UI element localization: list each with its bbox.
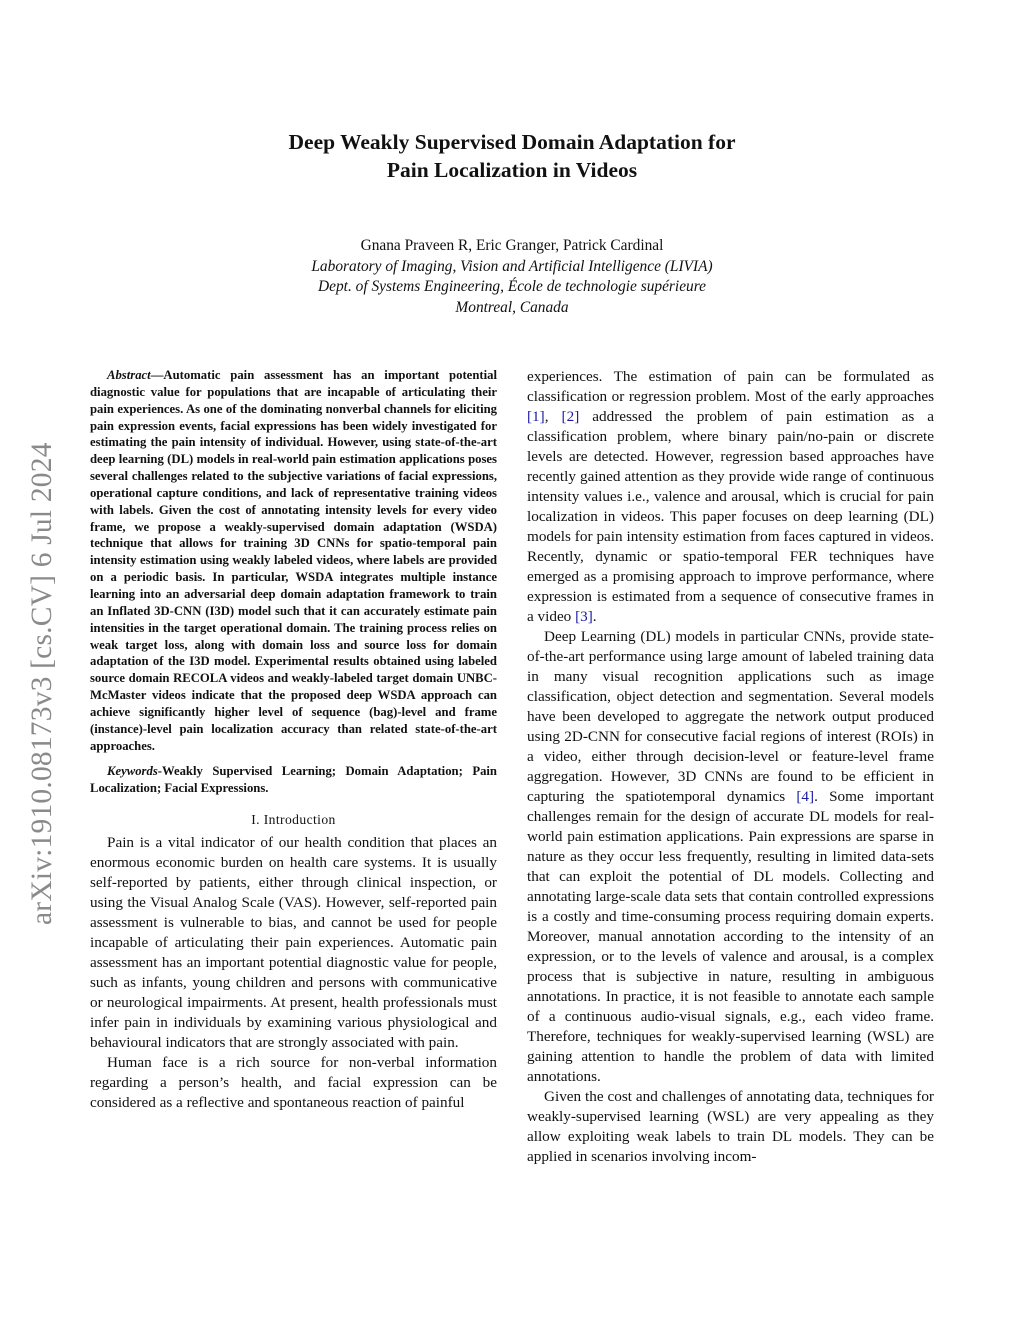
author-city: Montreal, Canada <box>455 298 569 316</box>
text-span: . Some important challenges remain for the design of accurate DL models for real-world pain estimation applications. Pain expressions are sparse in nature as they occur less frequently, resulting in limited data-sets that can exploit the potential of DL models. Collecting and annotating large-scale data sets that contain controlled expressions is a costly and time-consuming process requiring domain experts. Moreover, manual annotation according to the intensity of an expression, or to the levels of valence and arousal, is a complex process that is subjective in nature, resulting in ambiguous annotations. In practice, it is not feasible to annotate each sample of a continuous audio-visual signals, e.g., each video frame. Therefore, techniques for weakly-supervised learning (WSL) are gaining attention to handle the problem of data with limited annotations. <box>527 788 934 1085</box>
citation-link-2[interactable]: [2] <box>561 408 580 425</box>
intro-paragraph-2: Human face is a rich source for non-verbal information regarding a person’s health, and facial expression can be considered as a reflective and spontaneous reaction of painful <box>90 1054 497 1112</box>
left-column <box>90 367 497 1113</box>
author-names: Gnana Praveen R, Eric Granger, Patrick Cardinal <box>360 237 664 254</box>
paper-title <box>150 128 874 184</box>
text-span: Deep Learning (DL) models in particular CNNs, provide state-of-the-art performance using large amount of labeled training data in many visual recognition applications such as image classification, object detection and segmentation. Several models have been developed to aggregate the network output produced using 2D-CNN for consecutive facial regions of interest (ROIs) in a video, either through decision-level or feature-level frame aggregation. However, 3D CNNs are found to be efficient in capturing the spatiotemporal dynamics <box>527 628 934 805</box>
intro-paragraph-1: Pain is a vital indicator of our health condition that places an enormous economic burden on health care systems. It is usually self-reported by patients, either through clinical inspection, or using the Visual Analog Scale (VAS). However, self-reported pain assessment is vulnerable to bias, and cannot be used for people incapable of articulating their pain experiences. Automatic pain assessment has an important potential diagnostic value for people, such as infants, young children and persons with communicative or neurological impairments. At present, health professionals must infer pain in individuals by examining various physiological and behavioural indicators that are strongly associated with pain. <box>90 834 497 1052</box>
text-span: . <box>592 608 597 625</box>
abstract-label: Abstract <box>107 368 151 382</box>
title-line-1: Deep Weakly Supervised Domain Adaptation for <box>288 130 736 154</box>
title-line-2: Pain Localization in Videos <box>386 158 638 182</box>
right-paragraph-1 <box>527 367 934 627</box>
keywords-label: Keywords <box>107 764 158 779</box>
text-span: experiences. The estimation of pain can be formulated as classification or regression problem. Most of the early approaches <box>527 368 934 405</box>
citation-link-1[interactable]: [1] <box>527 408 545 425</box>
right-column <box>527 367 934 1167</box>
author-lab: Laboratory of Imaging, Vision and Artificial Intelligence (LIVIA) <box>311 257 713 275</box>
author-block <box>200 236 824 318</box>
keywords-text: -Weakly Supervised Learning; Domain Adaptation; Pain Localization; Facial Expressions. <box>90 764 497 796</box>
abstract-text: —Automatic pain assessment has an important potential diagnostic value for populations that are incapable of articulating their pain experiences. As one of the dominating nonverbal channels for eliciting pain expression events, facial expressions has been widely investigated for estimating the pain intensity of individual. However, using state-of-the-art deep learning (DL) models in real-world pain estimation applications poses several challenges related to the subjective variations of facial expressions, operational capture conditions, and lack of representative training videos with labels. Given the cost of annotating intensity levels for every video frame, we propose a weakly-supervised domain adaptation (WSDA) technique that allows for training 3D CNNs for spatio-temporal pain intensity estimation using weakly labeled videos, where labels are provided on a periodic basis. In particular, WSDA integrates multiple instance learning into an adversarial deep domain adaptation framework to train an Inflated 3D-CNN (I3D) model such that it can accurately estimate pain intensities in the target operational domain. The training process relies on weak target loss, along with domain loss and source loss for domain adaptation of the I3D model. Experimental results obtained using labeled source domain RECOLA videos and weakly-labeled target domain UNBC-McMaster videos indicate that the proposed deep WSDA approach can achieve significantly higher level of sequence (bag)-level and frame (instance)-level pain localization accuracy than related state-of-the-art approaches. <box>90 368 497 753</box>
text-span: addressed the problem of pain estimation as a classification problem, where binary pain/no-pain or discrete levels are detected. However, regression based approaches have recently gained attention as they provide wide range of continuous intensity values i.e., valence and arousal, which is crucial for pain localization in videos. This paper focuses on deep learning (DL) models for pain intensity estimation from faces captured in videos. Recently, dynamic or spatio-temporal FER techniques have emerged as a promising approach to improve performance, where expression is estimated from a sequence of consecutive frames in a video <box>527 408 935 625</box>
arxiv-identifier: arXiv:1910.08173v3 [cs.CV] 6 Jul 2024 <box>26 442 58 925</box>
keywords <box>90 763 497 797</box>
citation-link-3[interactable]: [3] <box>575 608 593 625</box>
right-paragraph-2 <box>527 627 934 1087</box>
abstract <box>90 367 497 754</box>
text-span: , <box>544 408 562 425</box>
citation-link-4[interactable]: [4] <box>796 788 815 805</box>
author-dept: Dept. of Systems Engineering, École de technologie supérieure <box>318 278 706 295</box>
section-heading-introduction: I. Introduction <box>251 812 336 828</box>
right-paragraph-3: Given the cost and challenges of annotating data, techniques for weakly-supervised learning (WSL) are very appealing as they allow exploiting weak labels to train DL models. They can be applied in scenarios involving incom- <box>527 1088 934 1165</box>
